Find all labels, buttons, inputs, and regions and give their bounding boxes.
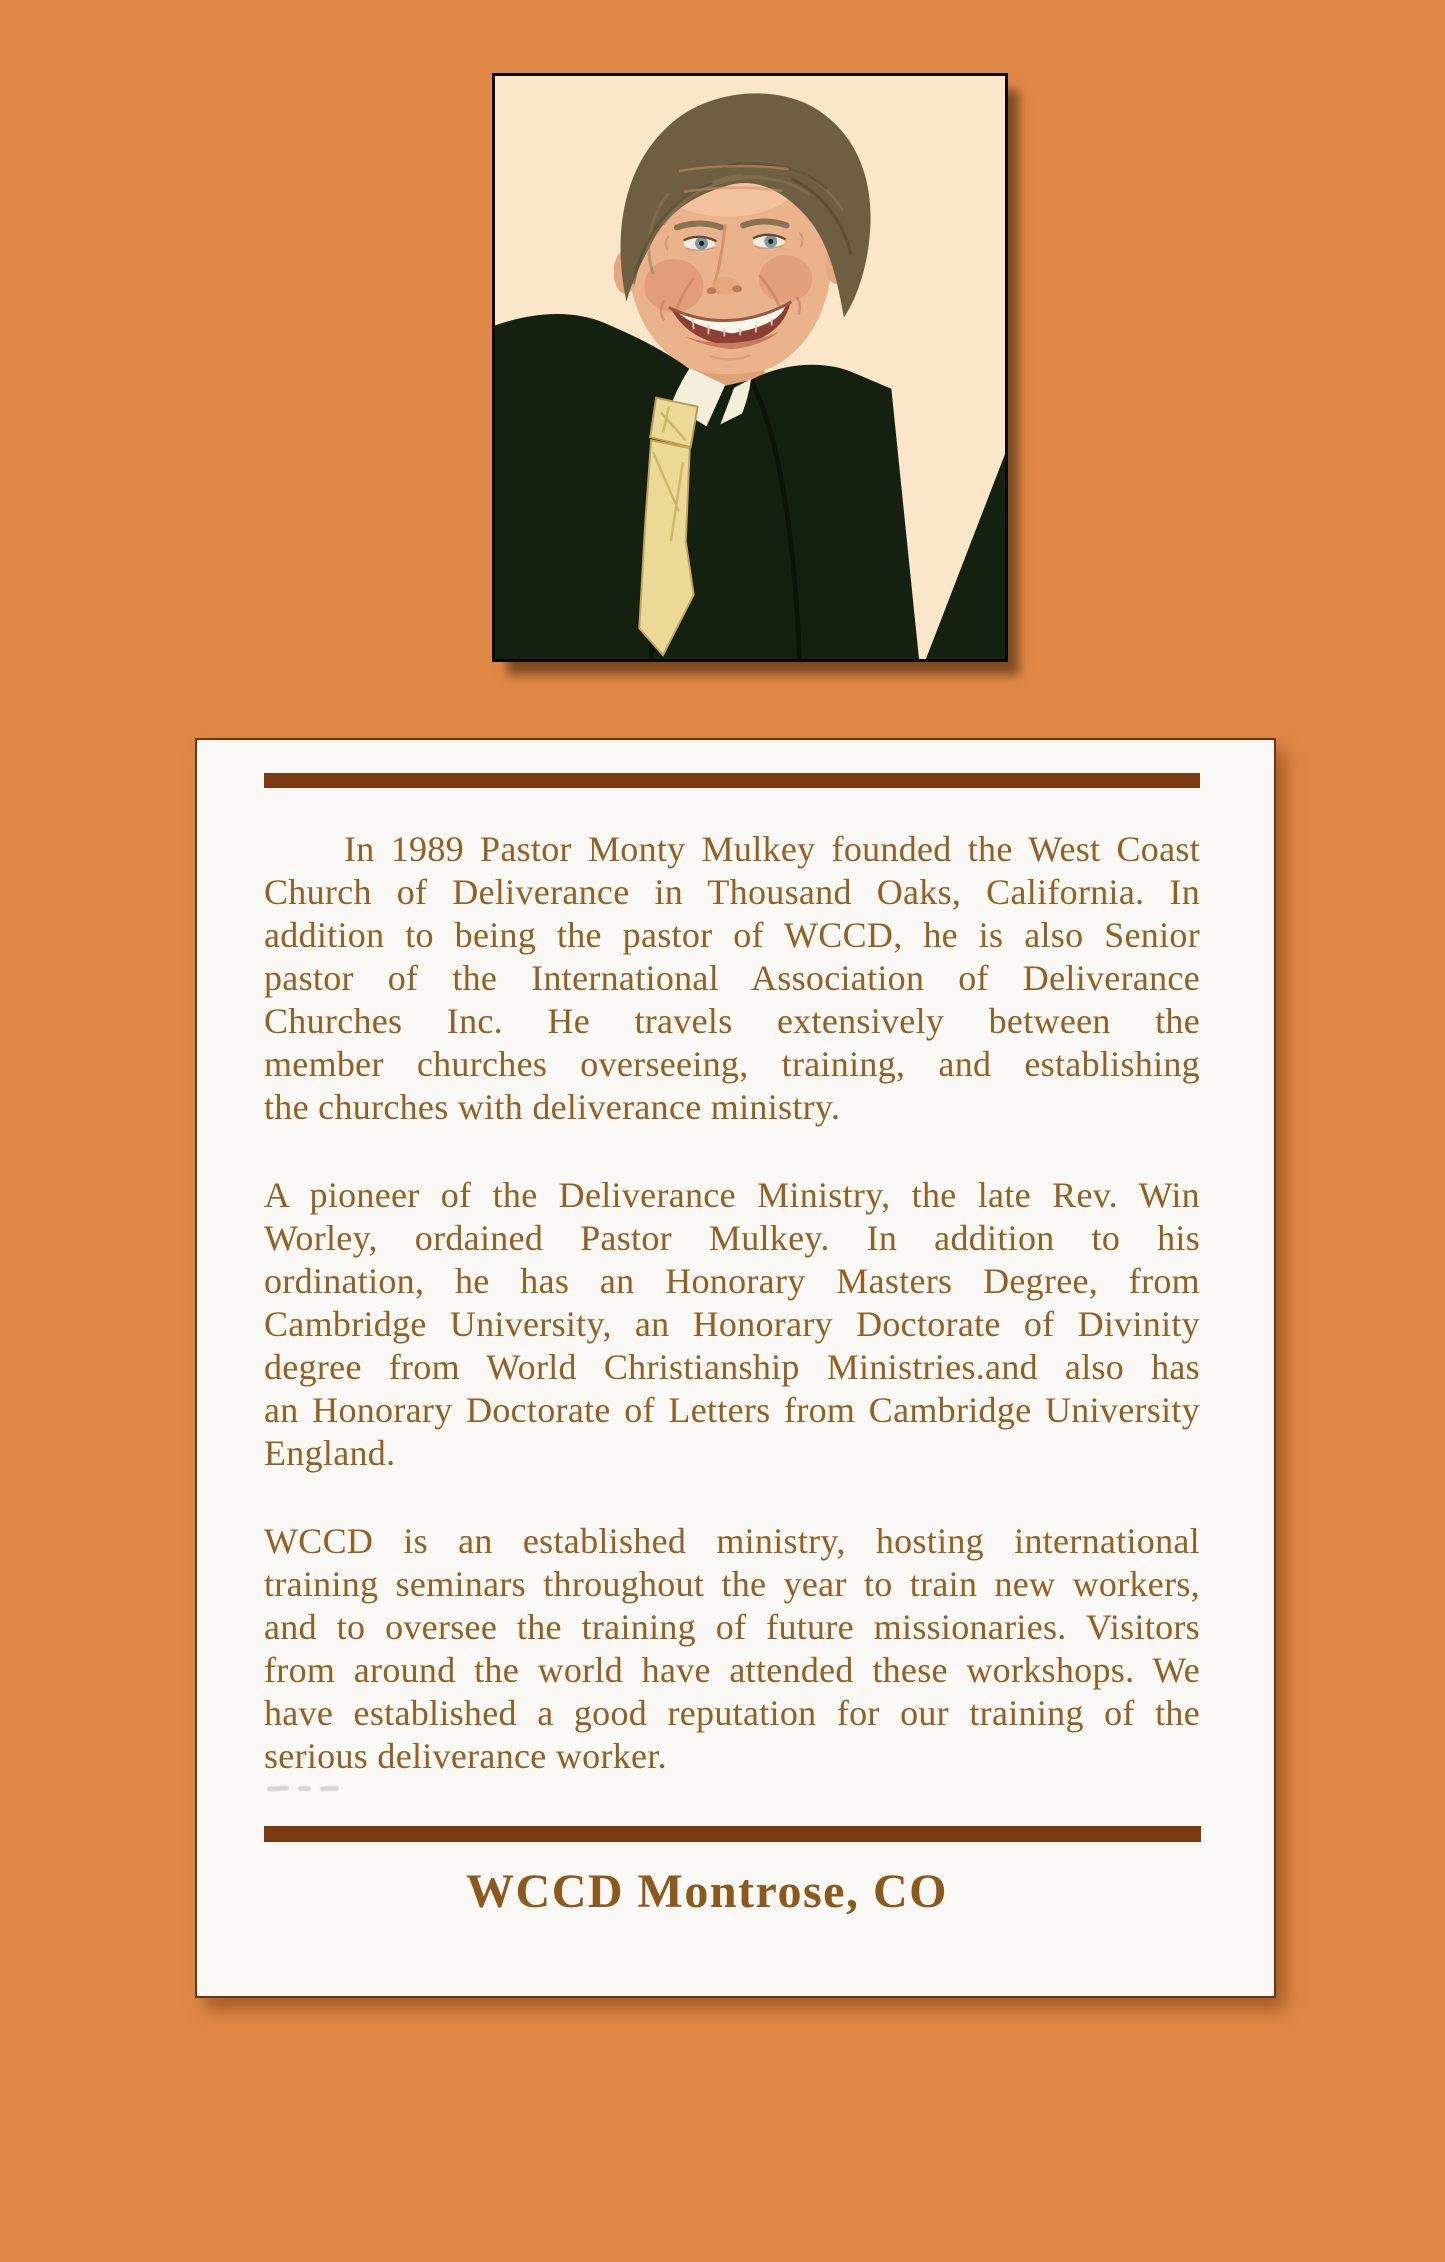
text-line: A pioneer of the Deliverance Ministry, the late Rev. Win [264,1175,1200,1215]
text-line: training seminars throughout the year to train new workers, [264,1564,1200,1604]
text-line: degree from World Christianship Ministries.and also has [264,1347,1200,1387]
text-line: ordination, he has an Honorary Masters Degree, from [264,1261,1200,1301]
text-line: Worley, ordained Pastor Mulkey. In addition to his [264,1218,1200,1258]
text-line: Church of Deliverance in Thousand Oaks, California. In [264,872,1200,912]
text-line: In 1989 Pastor Monty Mulkey founded the West Coast [344,829,1200,869]
bio-text [264,828,1200,1823]
bottom-divider-rule [264,1826,1201,1842]
text-line: Churches Inc. He travels extensively between the [264,1001,1200,1041]
text-line: member churches overseeing, training, and establishing [264,1044,1200,1084]
text-line: Cambridge University, an Honorary Doctorate of Divinity [264,1304,1200,1344]
bio-card [195,738,1276,1998]
ghost-marks [267,1786,339,1791]
text-line: have established a good reputation for our training of the [264,1693,1200,1733]
text-line: and to oversee the training of future missionaries. Visitors [264,1607,1200,1647]
ghost-mark [320,1786,339,1792]
text-line: from around the world have attended these workshops. We [264,1650,1200,1690]
text-line: England. [264,1433,396,1473]
text-line: the churches with deliverance ministry. [264,1087,841,1127]
ghost-mark [267,1785,289,1791]
ghost-mark [298,1786,311,1791]
bio-paragraph [264,828,1200,1129]
top-divider-rule [264,773,1200,788]
text-line: addition to being the pastor of WCCD, he is also Senior [264,915,1200,955]
portrait-illustration [495,76,1005,659]
card-title: WCCD Montrose, CO [466,1865,948,1918]
bio-paragraph [264,1174,1200,1475]
text-line: WCCD is an established ministry, hosting international [264,1521,1200,1561]
bio-paragraph [264,1520,1200,1778]
text-line: pastor of the International Association of Deliverance [264,958,1200,998]
portrait-photo [492,73,1008,662]
text-line: an Honorary Doctorate of Letters from Cambridge University [264,1390,1200,1430]
text-line: serious deliverance worker. [264,1736,667,1776]
